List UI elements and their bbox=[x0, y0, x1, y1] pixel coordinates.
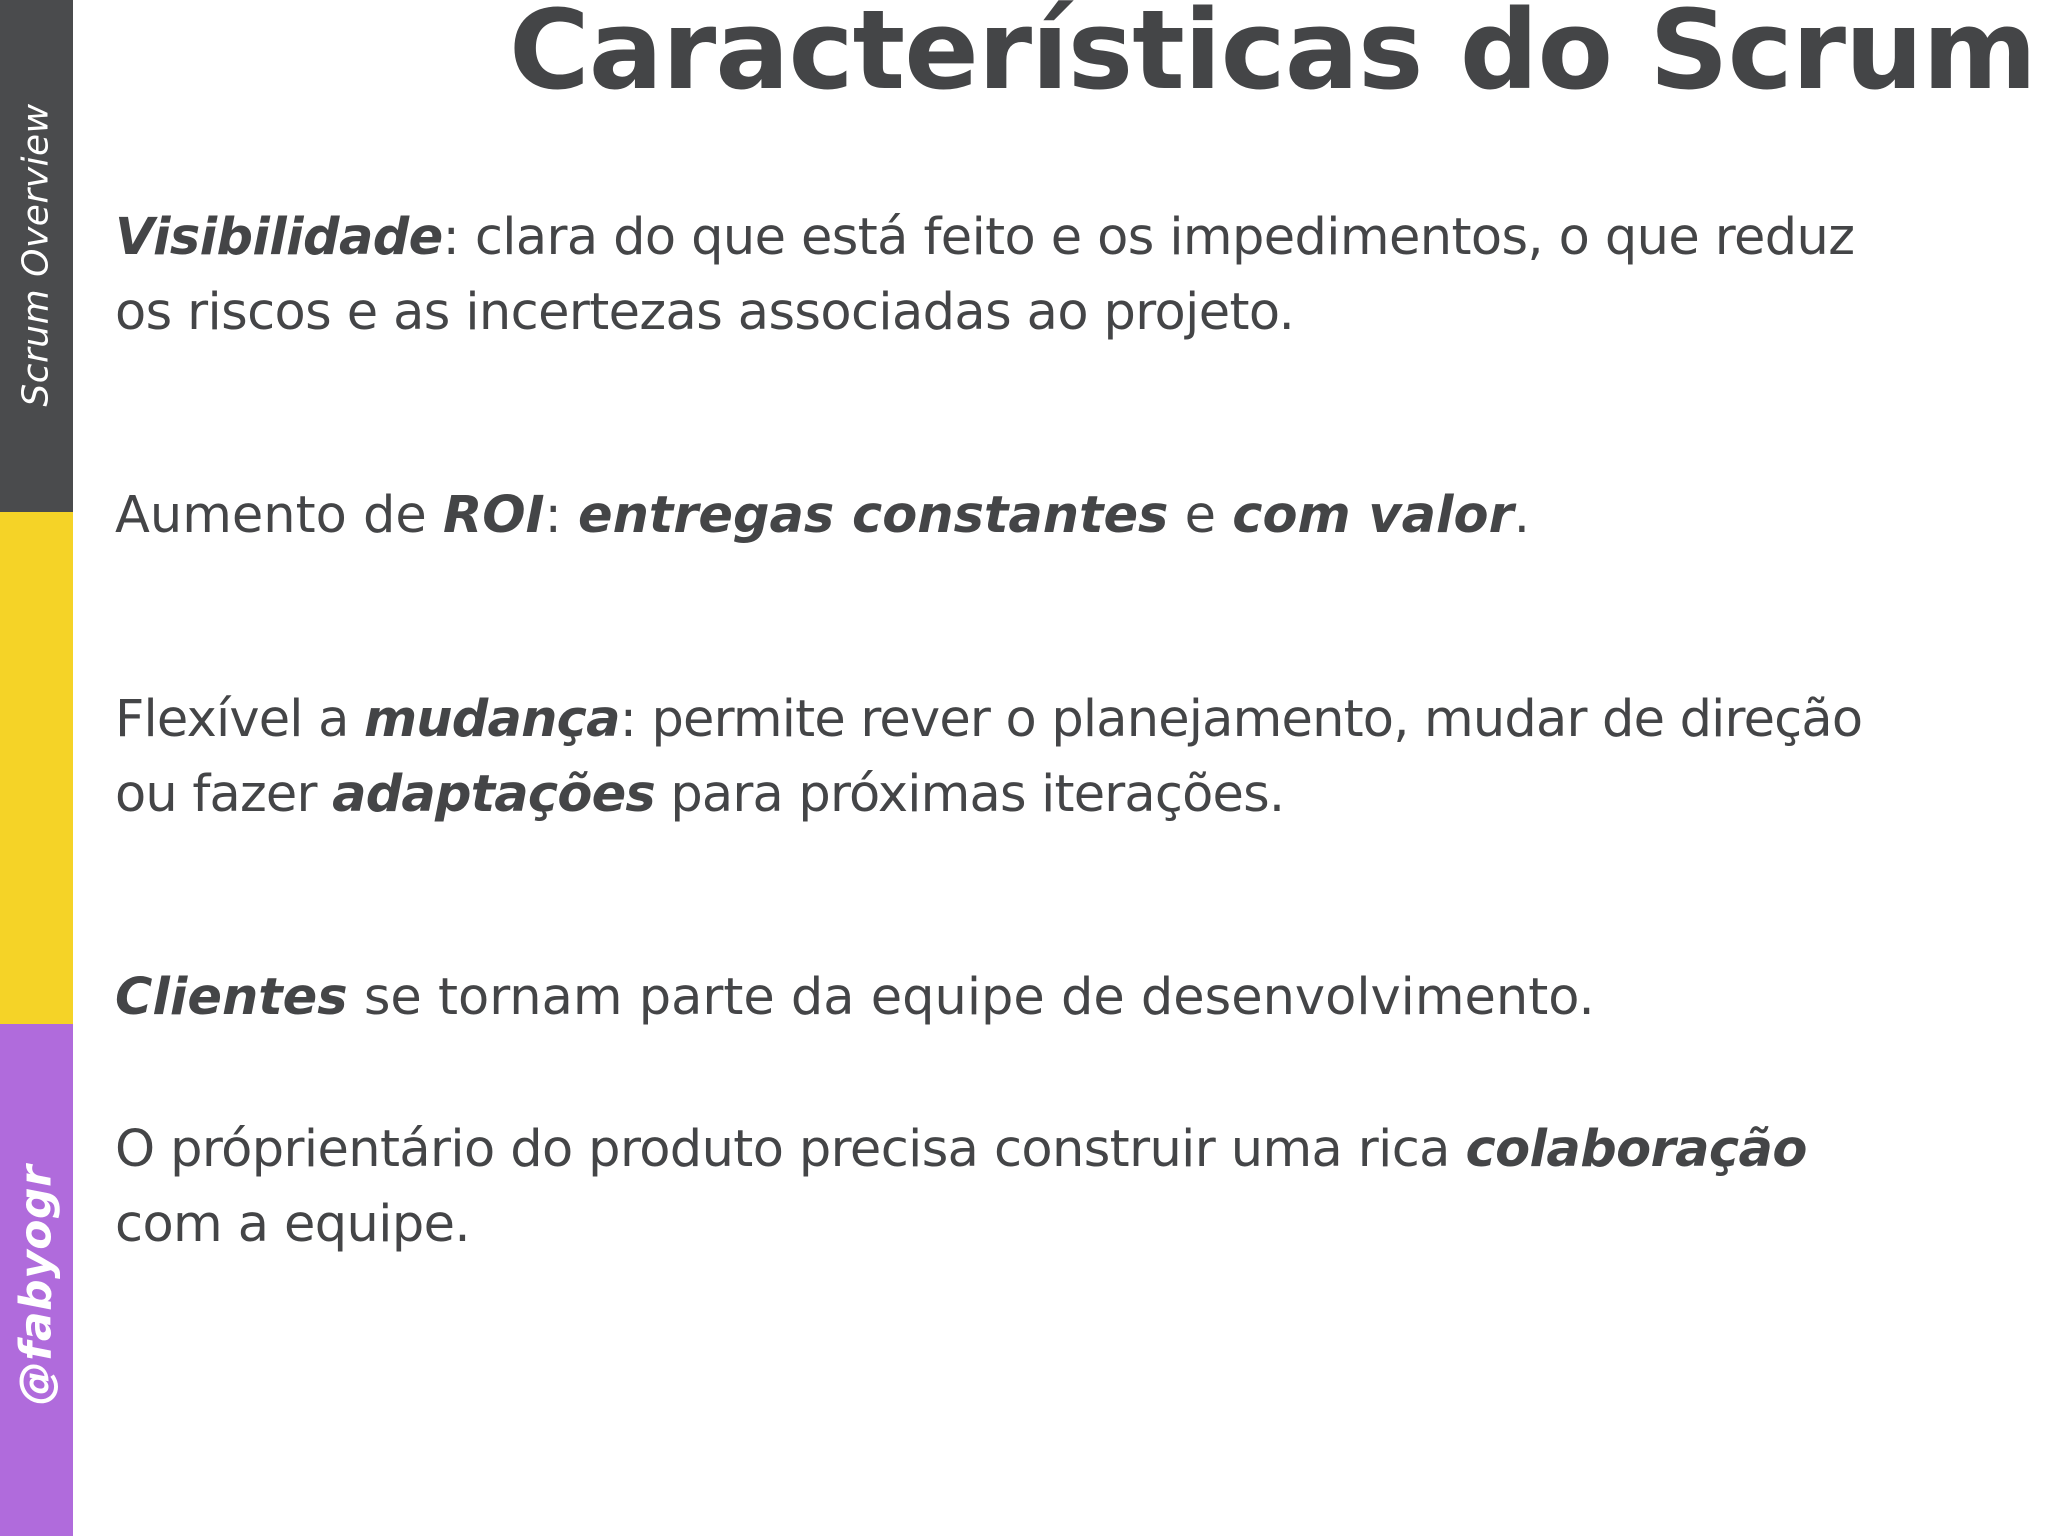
sidebar-band-yellow bbox=[0, 512, 73, 1024]
point-text: com a equipe. bbox=[115, 1195, 471, 1254]
point-text: : permite rever o planejamento, mudar de direção bbox=[619, 690, 1863, 749]
point-roi bbox=[115, 478, 2015, 553]
point-line bbox=[115, 478, 2015, 553]
point-line bbox=[115, 200, 2015, 275]
emphasis-adaptacoes: adaptações bbox=[332, 765, 655, 824]
point-line bbox=[115, 682, 2015, 757]
point-text: os riscos e as incertezas associadas ao projeto. bbox=[115, 283, 1295, 342]
point-text: : bbox=[544, 486, 578, 545]
point-text: Flexível a bbox=[115, 690, 364, 749]
point-line bbox=[115, 960, 2015, 1035]
point-text: O próprientário do produto precisa construir uma rica bbox=[115, 1120, 1466, 1179]
point-text: e bbox=[1168, 486, 1233, 545]
emphasis-com-valor: com valor bbox=[1232, 486, 1514, 545]
point-colaboracao bbox=[115, 1112, 2015, 1262]
term-roi: ROI bbox=[442, 486, 545, 545]
emphasis-entregas-constantes: entregas constantes bbox=[577, 486, 1169, 545]
point-text: . bbox=[1513, 486, 1530, 545]
point-visibilidade bbox=[115, 200, 2015, 350]
slide-title: Características do Scrum bbox=[509, 0, 2036, 114]
point-text: ou fazer bbox=[115, 765, 333, 824]
section-label: Scrum Overview bbox=[15, 103, 57, 407]
point-line bbox=[115, 1187, 2015, 1262]
emphasis-colaboracao: colaboração bbox=[1465, 1120, 1807, 1179]
point-text: para próximas iterações. bbox=[654, 765, 1285, 824]
term-clientes: Clientes bbox=[115, 968, 348, 1027]
point-text: se tornam parte da equipe de desenvolvimento. bbox=[347, 968, 1595, 1027]
term-visibilidade: Visibilidade bbox=[115, 208, 443, 267]
point-line bbox=[115, 275, 2015, 350]
point-line bbox=[115, 757, 2015, 832]
point-clientes bbox=[115, 960, 2015, 1035]
author-handle: @fabyogr bbox=[10, 1164, 62, 1406]
point-text: Aumento de bbox=[115, 486, 443, 545]
point-mudanca bbox=[115, 682, 2015, 832]
sidebar bbox=[0, 0, 73, 1536]
point-text: : clara do que está feito e os impedimentos, o que reduz bbox=[442, 208, 1855, 267]
point-line bbox=[115, 1112, 2015, 1187]
term-mudanca: mudança bbox=[363, 690, 620, 749]
